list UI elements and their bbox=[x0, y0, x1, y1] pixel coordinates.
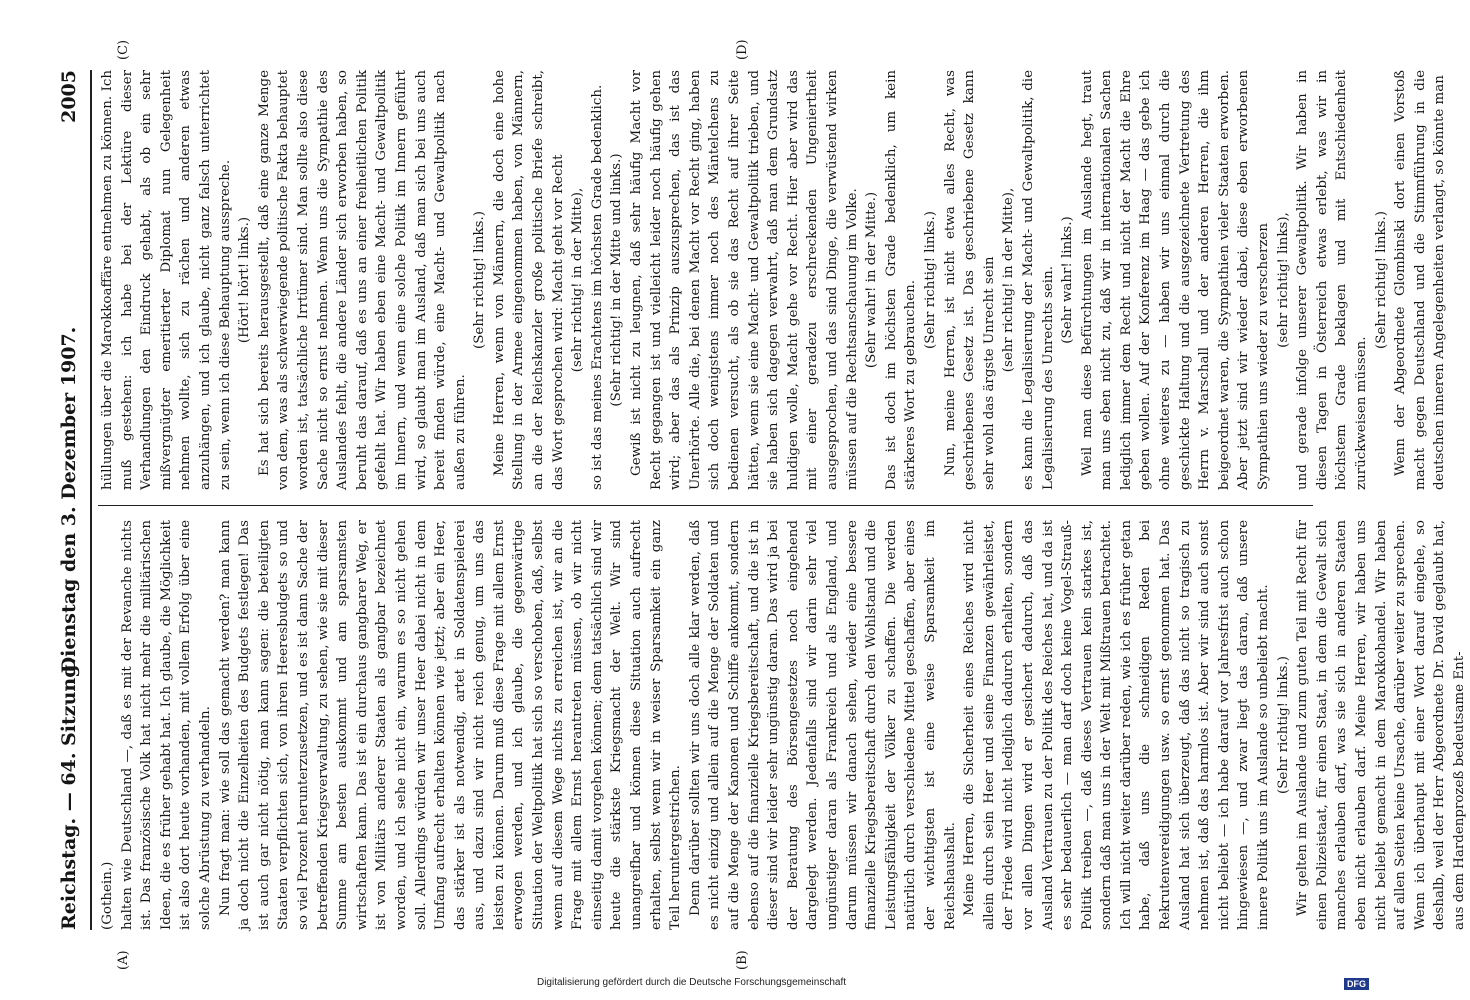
paragraph: halten wie Deutschland —, daß es mit der Revanche nichts ist. Das französische Volk hat nicht mehr die militärischen Ideen, die es früher gehabt hat. Ich glaube, die Möglichkeit ist also dort heute vorhanden, mit vollem Erfolg über eine solche Abrüstung zu verhandeln. bbox=[119, 520, 213, 930]
paragraph: Meine Herren, die Sicherheit eines Reiches wird nicht allein durch sein Heer und seine Finanzen gewährleistet, der Friede wird nicht lediglich dadurch erhalten, sondern vor allen Dingen wird er gesichert dadurch, daß das Ausland Vertrauen zu der Politik des Reiches hat, und da ist es sehr bedauerlich — man darf doch keine Vogel-Strauß-Politik treiben —, daß dieses Vertrauen kein starkes ist, sondern daß man uns in der Welt mit Mißtrauen betrachtet. Ich will nicht weiter darüber reden, wie ich es früher getan habe, daß uns die schneidigen Reden bei Rekrutenvereidigungen usw. so ernst genommen hat. Das Ausland hat sich überzeugt, daß das nicht so tragisch zu nehmen ist, daß das harmlos ist. Aber wir sind auch sonst nicht beliebt — ich habe darauf vor Jahresfrist auch schon hingewiesen —, und zwar liegt das daran, daß unsere innere Politik uns im Auslande so unbeliebt macht. bbox=[962, 520, 1272, 930]
header-session: Reichstag. — 64. Sitzung. bbox=[58, 657, 80, 930]
paragraph: Wir gelten im Auslande und zum guten Teil mit Recht für einen Polizeistaat, für einen Staat, in dem die Gewalt sich manches erlauben darf, was sie sich in anderen Staaten eben nicht erlauben darf. Meine Herren, wir haben uns nicht beliebt gemacht in dem Marokkohandel. Wir haben auf allen Seiten keine Ursache, darüber weiter zu sprechen. Wenn ich überhaupt mit einer Wort darauf eingehe, so deshalb, weil der Herr Abgeordnete Dr. David geglaubt hat, aus dem Hardenprozeß bedeutsame Ent- bbox=[1295, 520, 1467, 930]
paragraph: Nun fragt man: wie soll das gemacht werden? man kann ja doch nicht die Einzelheiten des Budgets festlegen! Das ist auch gar nicht nötig, man kann sagen: die beteiligten Staaten verpflichten sich, von ihren Heeresbudgets so und so viel Prozent herunterzusetzen, und es ist dann Sache der betreffenden Kriegsverwaltung, zu sehen, wie sie mit dieser Summe am besten auskommt und am sparsamsten wirtschaften kann. Das ist ein durchaus gangbarer Weg, er ist von Militärs anderer Staaten als gangbar bezeichnet worden, und ich sehe nicht ein, warum es so nicht gehen soll. Allerdings würden wir unser Heer dabei nicht in dem Umfang aufrecht erhalten können wie jetzt; aber ein Heer, das stärker ist als notwendig, artet in Soldatenspielerei aus, und dazu sind wir nicht reich genug, um uns das leisten zu können. Darum muß diese Frage mit allem Ernst erwogen werden, und ich glaube, die gegenwärtige Situation der Weltpolitik hat sich so verschoben, daß, selbst wenn auf diesem Wege nichts zu erreichen ist, wir an die Frage mit allem Ernst herantreten müssen, ob wir nicht einseitig damit vorgehen können; denn tatsächlich sind wir heute die stärkste Kriegsmacht der Welt. Wir sind unangreifbar und können diese Situation auch aufrecht erhalten, selbst wenn wir in weiser Sparsamkeit ein ganz Teil heruntergestrichen. bbox=[217, 520, 684, 930]
dfg-logo: DFG bbox=[1344, 978, 1369, 990]
margin-marker-a: (A) bbox=[116, 950, 131, 970]
margin-marker-d: (D) bbox=[735, 39, 750, 60]
page-number: 2005 bbox=[58, 70, 80, 123]
paragraph: (Sehr richtig! links.) bbox=[1373, 211, 1389, 349]
paragraph: (sehr richtig! in der Mitte), bbox=[1001, 187, 1017, 373]
paragraph: Es hat sich bereits herausgestellt, daß eine ganze Menge von dem, was als schwerwiegende politische Fakta behauptet worden ist, tatsächliche Irrtümer sind. Man sollte also diese Sache nicht so ernst nehmen. Wenn uns die Sympathie des Auslandes fehlt, die andere Länder sich erworben haben, so beruht das darauf, daß es uns an einer freiheitlichen Politik gefehlt hat. Wir haben eben eine Macht- und Gewaltpolitik im Innern, und wenn eine solche Politik im Innern geführt wird, so glaubt man im Ausland, daß man sich bei uns auch bereit finden würde, eine Macht- und Gewaltpolitik nach außen zu führen. bbox=[256, 70, 468, 490]
paragraph: Meine Herren, wenn von Männern, die doch eine hohe Stellung in der Armee eingenommen haben, von Männern, an die der Reichskanzler große politische Briefe schreibt, das Wort gesprochen wird: Macht geht vor Recht bbox=[491, 70, 566, 490]
paragraph: Gewiß ist nicht zu leugnen, daß sehr häufig Macht vor Recht gegangen ist und vielleicht leider noch häufig gehen wird; aber das als Prinzip auszusprechen, das ist das Unerhörte. Alle die, bei denen Macht vor Recht ging, haben sich doch wenigstens immer noch des Mäntelchens zu bedienen versucht, als ob sie das Recht auf ihrer Seite hätten, wenn sie eine Macht- und Gewaltpolitik trieben, und sie haben sich dagegen verwahrt, daß man dem Grundsatz huldigen wolle, Macht gehe vor Recht. Hier aber wird das mit einer geradezu erschreckenden Ungeniertheit ausgesprochen, und das sind Dinge, die verwüstend wirken müssen auf die Rechtsanschauung im Volke. bbox=[629, 70, 860, 490]
paragraph: (Sehr richtig! links.) bbox=[472, 211, 488, 349]
header-date: Dienstag den 3. Dezember 1907. bbox=[58, 326, 80, 674]
paragraph: (Hört! hört! links.) bbox=[237, 216, 253, 344]
paragraph: es kann die Legalisierung der Macht- und Gewaltpolitik, die Legalisierung des Unrechts sein. bbox=[1020, 70, 1056, 490]
paragraph: (Gothein.) bbox=[100, 861, 115, 930]
page-header bbox=[58, 70, 88, 930]
right-text-column bbox=[98, 70, 1448, 490]
paragraph: Weil man diese Befürchtungen im Auslande hegt, traut man uns eben nicht zu, daß wir in internationalen Sachen lediglich immer dem Recht und nicht der Macht die Ehre geben wollen. Auf der Konferenz im Haag — das gebe ich ohne weiteres zu — haben wir uns einmal durch die geschickte Haltung und die ausgezeichnete Vertretung des Herrn v. Marschall und der anderen Herren, die ihm beigeordnet waren, die Sympathien vieler Staaten erworben. Aber jetzt sind wir wieder dabei, diese eben erworbenen Sympathien uns wieder zu verscherzen bbox=[1079, 70, 1272, 490]
header-rule bbox=[90, 70, 92, 930]
paragraph: (sehr richtig! in der Mitte), bbox=[570, 187, 586, 373]
paragraph: Nun, meine Herren, ist nicht etwa alles Recht, was geschriebenes Gesetz ist. Das geschriebene Gesetz kann sehr wohl das ärgste Unrecht sein bbox=[942, 70, 997, 490]
margin-marker-b: (B) bbox=[735, 950, 750, 970]
left-text-column bbox=[98, 520, 1467, 930]
paragraph: und gerade infolge unserer Gewaltpolitik. Wir haben in diesen Tagen in Österreich etwas erlebt, was wir in höchstem Grade beklagen und mit Entschiedenheit zurückweisen müssen. bbox=[1295, 70, 1369, 490]
paragraph: Denn darüber sollten wir uns doch alle klar werden, daß es nicht einzig und allein auf die Menge der Soldaten und auf die Menge der Kanonen und Schiffe ankommt, sondern ebenso auf die finanzielle Kriegsbereitschaft, und die ist in dieser sind wir leider sehr ungünstig daran. Das wird ja bei der Beratung des Börsengesetzes noch eingehend dargelegt werden. Jedenfalls sind wir darin sehr viel ungünstiger daran als Frankreich und als England, und darum müssen wir danach sehen, wieder eine bessere finanzielle Kriegsbereitschaft durch den Wohlstand und die Leistungsfähigkeit der Völker zu schaffen. Die werden natürlich durch verschiedene Mittel geschaffen, aber eines der wichtigsten ist eine weise Sparsamkeit im Reichshaushalt. bbox=[687, 520, 958, 930]
digitization-credit: Digitalisierung gefördert durch die Deutsche Forschungsgemeinschaft bbox=[536, 977, 847, 988]
paragraph: Das ist doch im höchsten Grade bedenklich, um kein stärkeres Wort zu gebrauchen. bbox=[883, 70, 919, 490]
paragraph: (Sehr wahr! in der Mitte.) bbox=[864, 191, 880, 369]
column-divider bbox=[98, 505, 1313, 506]
paragraph: so ist das meines Erachtens im höchsten Grade bedenklich. bbox=[589, 84, 605, 490]
paragraph: (Sehr wahr! links.) bbox=[1060, 216, 1076, 344]
paragraph: (Sehr richtig! in der Mitte und links.) bbox=[609, 153, 625, 407]
paragraph: (Sehr richtig! links.) bbox=[1275, 656, 1291, 794]
margin-marker-c: (C) bbox=[116, 39, 131, 60]
paragraph: (sehr richtig! links), bbox=[1275, 212, 1291, 348]
paragraph: (Sehr richtig! links.) bbox=[922, 211, 938, 349]
paragraph: Wenn der Abgeordnete Glombinski dort einen Vorstoß macht gegen Deutschland und die Stimmführung in die deutschen inneren Angelegenheiten verlangt, so könnte man bbox=[1393, 70, 1448, 490]
paragraph: hüllungen über die Marokkoaffäre entnehmen zu können. Ich muß gestehen: ich habe bei der Lektüre dieser Verhandlungen den Eindruck gehabt, als ob ein sehr mißvergnügter emeritierter Diplomat nun Gelegenheit nehmen wollte, sich zu rächen und anderen etwas anzuhängen, und ich glaube, nicht ganz falsch unterrichtet zu sein, wenn ich diese Behauptung ausspreche. bbox=[100, 70, 233, 490]
